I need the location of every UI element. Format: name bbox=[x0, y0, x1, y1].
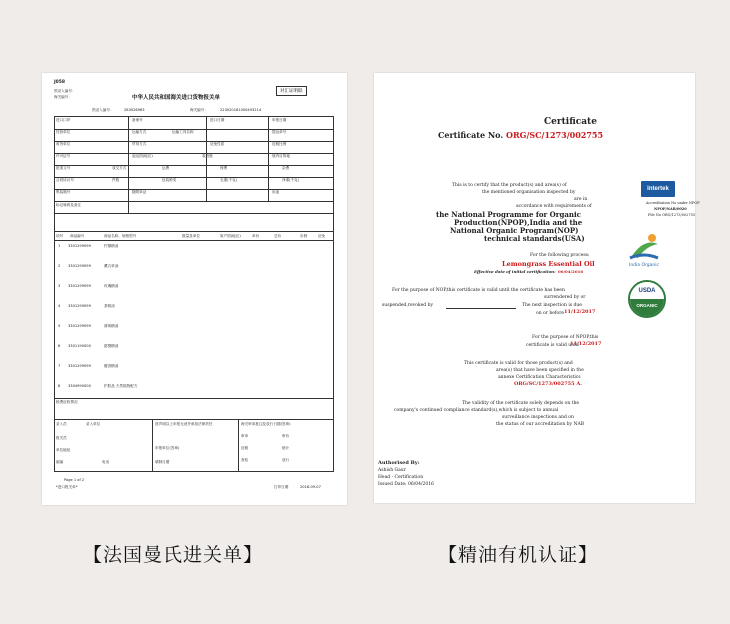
goods-name: 薄荷精油 bbox=[104, 324, 119, 328]
cert-nop: suspended,revoked by bbox=[382, 303, 434, 308]
goods-idx: 3 bbox=[58, 284, 61, 288]
goods-code: 3301299099 bbox=[68, 304, 91, 308]
goods-head: 商品编号 bbox=[70, 234, 85, 238]
cert-validity: The validity of the certificate solely depends on the bbox=[462, 401, 580, 406]
cell-label: 杂费 bbox=[282, 166, 290, 170]
cert-nop: For the purpose of NOP,this certificate is valid until the certificate has been bbox=[392, 288, 565, 293]
cell-label: 贸易方式 bbox=[132, 142, 147, 146]
goods-code: 3301299099 bbox=[68, 284, 91, 288]
goods-idx: 1 bbox=[58, 244, 61, 248]
cert-product: Lemongrass Essential Oil bbox=[502, 260, 595, 268]
cell-label: 征免性质 bbox=[210, 142, 225, 146]
row-line bbox=[54, 153, 334, 154]
audit-field: 审单 bbox=[241, 434, 249, 438]
cert-program: technical standards(USA) bbox=[484, 234, 585, 243]
auth-role: Head - Certification bbox=[378, 475, 424, 480]
row-line bbox=[54, 213, 334, 214]
cert-valid: This certificate is valid for those product(s) and bbox=[464, 361, 573, 366]
frame-line bbox=[333, 116, 334, 471]
cert-valid: area(s) that have been specified in the bbox=[496, 368, 584, 373]
entry-unit: 录入单位 bbox=[86, 422, 101, 426]
audit-field: 统计 bbox=[282, 446, 290, 450]
cert-valid: annexe Certification Characteristics bbox=[498, 375, 581, 380]
accreditation: File No ORG/1273/002755 bbox=[648, 213, 696, 217]
cell-label: 运输方式 bbox=[132, 130, 147, 134]
phone: 电话 bbox=[102, 460, 110, 464]
cert-effective-label: Effective date of initial certification: bbox=[474, 269, 556, 274]
usda-top: USDA bbox=[630, 282, 664, 299]
cert-nop: The next inspection is due bbox=[522, 303, 582, 308]
cell-label: 运输工具名称 bbox=[172, 130, 194, 134]
cert-program: the National Programme for Organic bbox=[436, 210, 581, 219]
cell-label: 集装箱号 bbox=[56, 190, 71, 194]
cell-label: 收货单位 bbox=[56, 142, 71, 146]
declare-statement: 兹声明以上申报无讹并承担法律责任 bbox=[155, 422, 213, 426]
form-title: 中华人民共和国海关进口货物报关单 bbox=[132, 95, 221, 101]
india-organic-logo bbox=[624, 228, 664, 268]
form-stamp: 对汇证明联 bbox=[276, 86, 307, 96]
goods-head: 项号 bbox=[56, 234, 64, 238]
usda-bottom: ORGANIC bbox=[630, 299, 664, 316]
col-line bbox=[206, 116, 207, 201]
cert-intro: are in bbox=[574, 197, 588, 202]
cell-label: 随附单证 bbox=[132, 190, 147, 194]
accreditation: Accreditation No under NPOP bbox=[646, 201, 700, 205]
auth-label: Authorised By: bbox=[378, 460, 420, 466]
cert-npop-date: 11/12/2017 bbox=[570, 341, 602, 347]
goods-head: 数量及单位 bbox=[182, 234, 200, 238]
footer-mid: 打印日期 bbox=[274, 485, 289, 489]
cert-nop-date: 11/12/2017 bbox=[564, 309, 596, 315]
form-code: J058 bbox=[54, 80, 66, 85]
cell-label: 合同协议号 bbox=[56, 178, 74, 182]
audit-field: 审价 bbox=[282, 434, 290, 438]
cert-npop: For the purpose of NPOP,this bbox=[532, 335, 599, 340]
goods-code: 3301190000 bbox=[68, 344, 91, 348]
cell-label: 包装种类 bbox=[162, 178, 177, 182]
cert-number-label: Certificate No. bbox=[438, 130, 504, 140]
cert-intro: the mentioned organisation inspected by bbox=[482, 190, 576, 195]
cert-valid-code: ORG/SC/1273/002755 A. bbox=[514, 381, 583, 387]
goods-name: 柠檬精油 bbox=[104, 244, 119, 248]
cell-label: 成交方式 bbox=[112, 166, 127, 170]
goods-code: 3301299099 bbox=[68, 264, 91, 268]
footer-left: *进口报关单* bbox=[56, 485, 78, 489]
cell-label: 申报日期 bbox=[272, 118, 287, 122]
form-sub-a: 预录入编号： bbox=[54, 89, 76, 93]
customs-declaration-image bbox=[42, 73, 347, 505]
cell-label: 境内目的地 bbox=[272, 154, 290, 158]
audit-title: 海关审单批注及放行日期(签章) bbox=[241, 422, 291, 426]
cell-label: 件数 bbox=[112, 178, 120, 182]
goods-head: 总价 bbox=[274, 234, 282, 238]
cell-label: 净重(千克) bbox=[282, 178, 300, 182]
frame-line bbox=[54, 116, 334, 117]
cert-heading: Certificate bbox=[544, 117, 597, 127]
audit-field: 查验 bbox=[241, 458, 249, 462]
cell-label: 经营单位 bbox=[56, 130, 71, 134]
goods-head: 单价 bbox=[252, 234, 260, 238]
col-line bbox=[152, 419, 153, 471]
goods-code: 3301299099 bbox=[68, 324, 91, 328]
cell-label: 毛重(千克) bbox=[220, 178, 238, 182]
row-line bbox=[54, 141, 334, 142]
auth-name: Ashish Gaur bbox=[378, 468, 406, 473]
cell-label: 运费 bbox=[162, 166, 170, 170]
goods-code: 3301299099 bbox=[68, 244, 91, 248]
right-caption: 【精油有机认证】 bbox=[438, 544, 599, 566]
audit-field: 征税 bbox=[241, 446, 249, 450]
cell-label: 装货港 bbox=[202, 154, 213, 158]
usda-organic-logo bbox=[628, 280, 666, 318]
cert-intro: This is to certify that the product(s) and area(s) of bbox=[452, 183, 567, 188]
goods-name: 玫瑰精油 bbox=[104, 284, 119, 288]
goods-name: 檀香精油 bbox=[104, 364, 119, 368]
declare-unit: 申报单位(签章) bbox=[155, 446, 180, 450]
marks-label: 标记唛码及备注 bbox=[56, 203, 82, 207]
row-line bbox=[54, 240, 334, 241]
customs-label: 海关编号： bbox=[190, 108, 208, 112]
goods-name: 护肤品 天然植物配方 bbox=[104, 384, 138, 388]
organic-certificate-image bbox=[374, 73, 700, 503]
india-organic-text: India Organic bbox=[629, 263, 659, 268]
cert-number: ORG/SC/1273/002755 bbox=[506, 130, 604, 140]
cert-validity: the status of our accreditation by NAB bbox=[496, 422, 585, 427]
cert-intro: accordance with requirements of bbox=[516, 204, 592, 209]
cell-label: 许可证号 bbox=[56, 154, 71, 158]
customs-no: 223020181000493214 bbox=[220, 108, 262, 112]
frame-line bbox=[54, 471, 334, 472]
row-line bbox=[54, 189, 334, 190]
row-line bbox=[54, 201, 334, 202]
cert-nop: on or before bbox=[536, 311, 565, 316]
col-line bbox=[268, 116, 269, 201]
goods-head: 原产国(地区) bbox=[220, 234, 241, 238]
frame-line bbox=[54, 116, 55, 471]
goods-idx: 7 bbox=[58, 364, 61, 368]
issued-date: Issued Date: 06/04/2016 bbox=[378, 482, 434, 487]
cell-label: 用途 bbox=[272, 190, 280, 194]
goods-idx: 2 bbox=[58, 264, 61, 268]
row-line bbox=[54, 231, 334, 232]
goods-idx: 4 bbox=[58, 304, 61, 308]
left-caption: 【法国曼氏进关单】 bbox=[83, 544, 264, 566]
audit-field: 放行 bbox=[282, 458, 290, 462]
cert-program: National Organic Program(NOP) bbox=[450, 226, 579, 235]
accreditation: NPOP/NAB/0020 bbox=[654, 207, 687, 211]
goods-name: 茶树油 bbox=[104, 304, 115, 308]
cell-label: 征税比例 bbox=[272, 142, 287, 146]
cell-label: 批准文号 bbox=[56, 166, 71, 170]
goods-name: 薰衣草油 bbox=[104, 264, 119, 268]
goods-idx: 5 bbox=[58, 324, 61, 328]
goods-head: 币制 bbox=[300, 234, 308, 238]
cell-label: 起运国(地区) bbox=[132, 154, 153, 158]
goods-head: 商品名称、规格型号 bbox=[104, 234, 137, 238]
intertek-logo: Intertek bbox=[641, 181, 675, 197]
reporter: 报关员 bbox=[56, 436, 67, 440]
cert-nop: surrendered by or bbox=[544, 295, 586, 300]
row-line bbox=[54, 165, 334, 166]
col-line bbox=[238, 419, 239, 471]
footer-right: 2018-09-07 bbox=[300, 485, 321, 489]
goods-idx: 6 bbox=[58, 344, 61, 348]
cell-label: 保费 bbox=[220, 166, 228, 170]
unit-address: 单位地址 bbox=[56, 448, 71, 452]
entry-label: 预录入编号： bbox=[92, 108, 114, 112]
goods-idx: 8 bbox=[58, 384, 61, 388]
row-line bbox=[54, 398, 334, 399]
tax-section: 税费征收情况 bbox=[56, 400, 78, 404]
cell-label: 进口日期 bbox=[210, 118, 225, 122]
cell-label: 进口口岸 bbox=[56, 118, 71, 122]
page-number: Page 1 of 2 bbox=[64, 478, 85, 482]
goods-head: 征免 bbox=[318, 234, 326, 238]
row-line bbox=[54, 419, 334, 420]
entry-person: 录入员 bbox=[56, 422, 67, 426]
goods-name: 甜橙精油 bbox=[104, 344, 119, 348]
cert-validity: company's continued compliance standard(s),which is subject to annual bbox=[394, 408, 559, 413]
cert-program: Production(NPOP),India and the bbox=[454, 218, 583, 227]
row-line bbox=[54, 129, 334, 130]
goods-code: 3304990000 bbox=[68, 384, 91, 388]
cert-npop: certificate is valid until bbox=[526, 343, 579, 348]
cert-effective-date: 06/04/2016 bbox=[558, 269, 584, 274]
cert-validity: surveillance inspections and on bbox=[502, 415, 574, 420]
cell-label: 备案号 bbox=[132, 118, 143, 122]
col-line bbox=[128, 116, 129, 213]
cell-label: 提运单号 bbox=[272, 130, 287, 134]
entry-no: 283026963 bbox=[124, 108, 145, 112]
postcode: 邮编 bbox=[56, 460, 64, 464]
cert-process: For the following process: bbox=[530, 253, 590, 258]
goods-code: 3301299099 bbox=[68, 364, 91, 368]
fill-date: 填制日期 bbox=[155, 460, 170, 464]
form-sub-b: 海关编号： bbox=[54, 95, 72, 99]
